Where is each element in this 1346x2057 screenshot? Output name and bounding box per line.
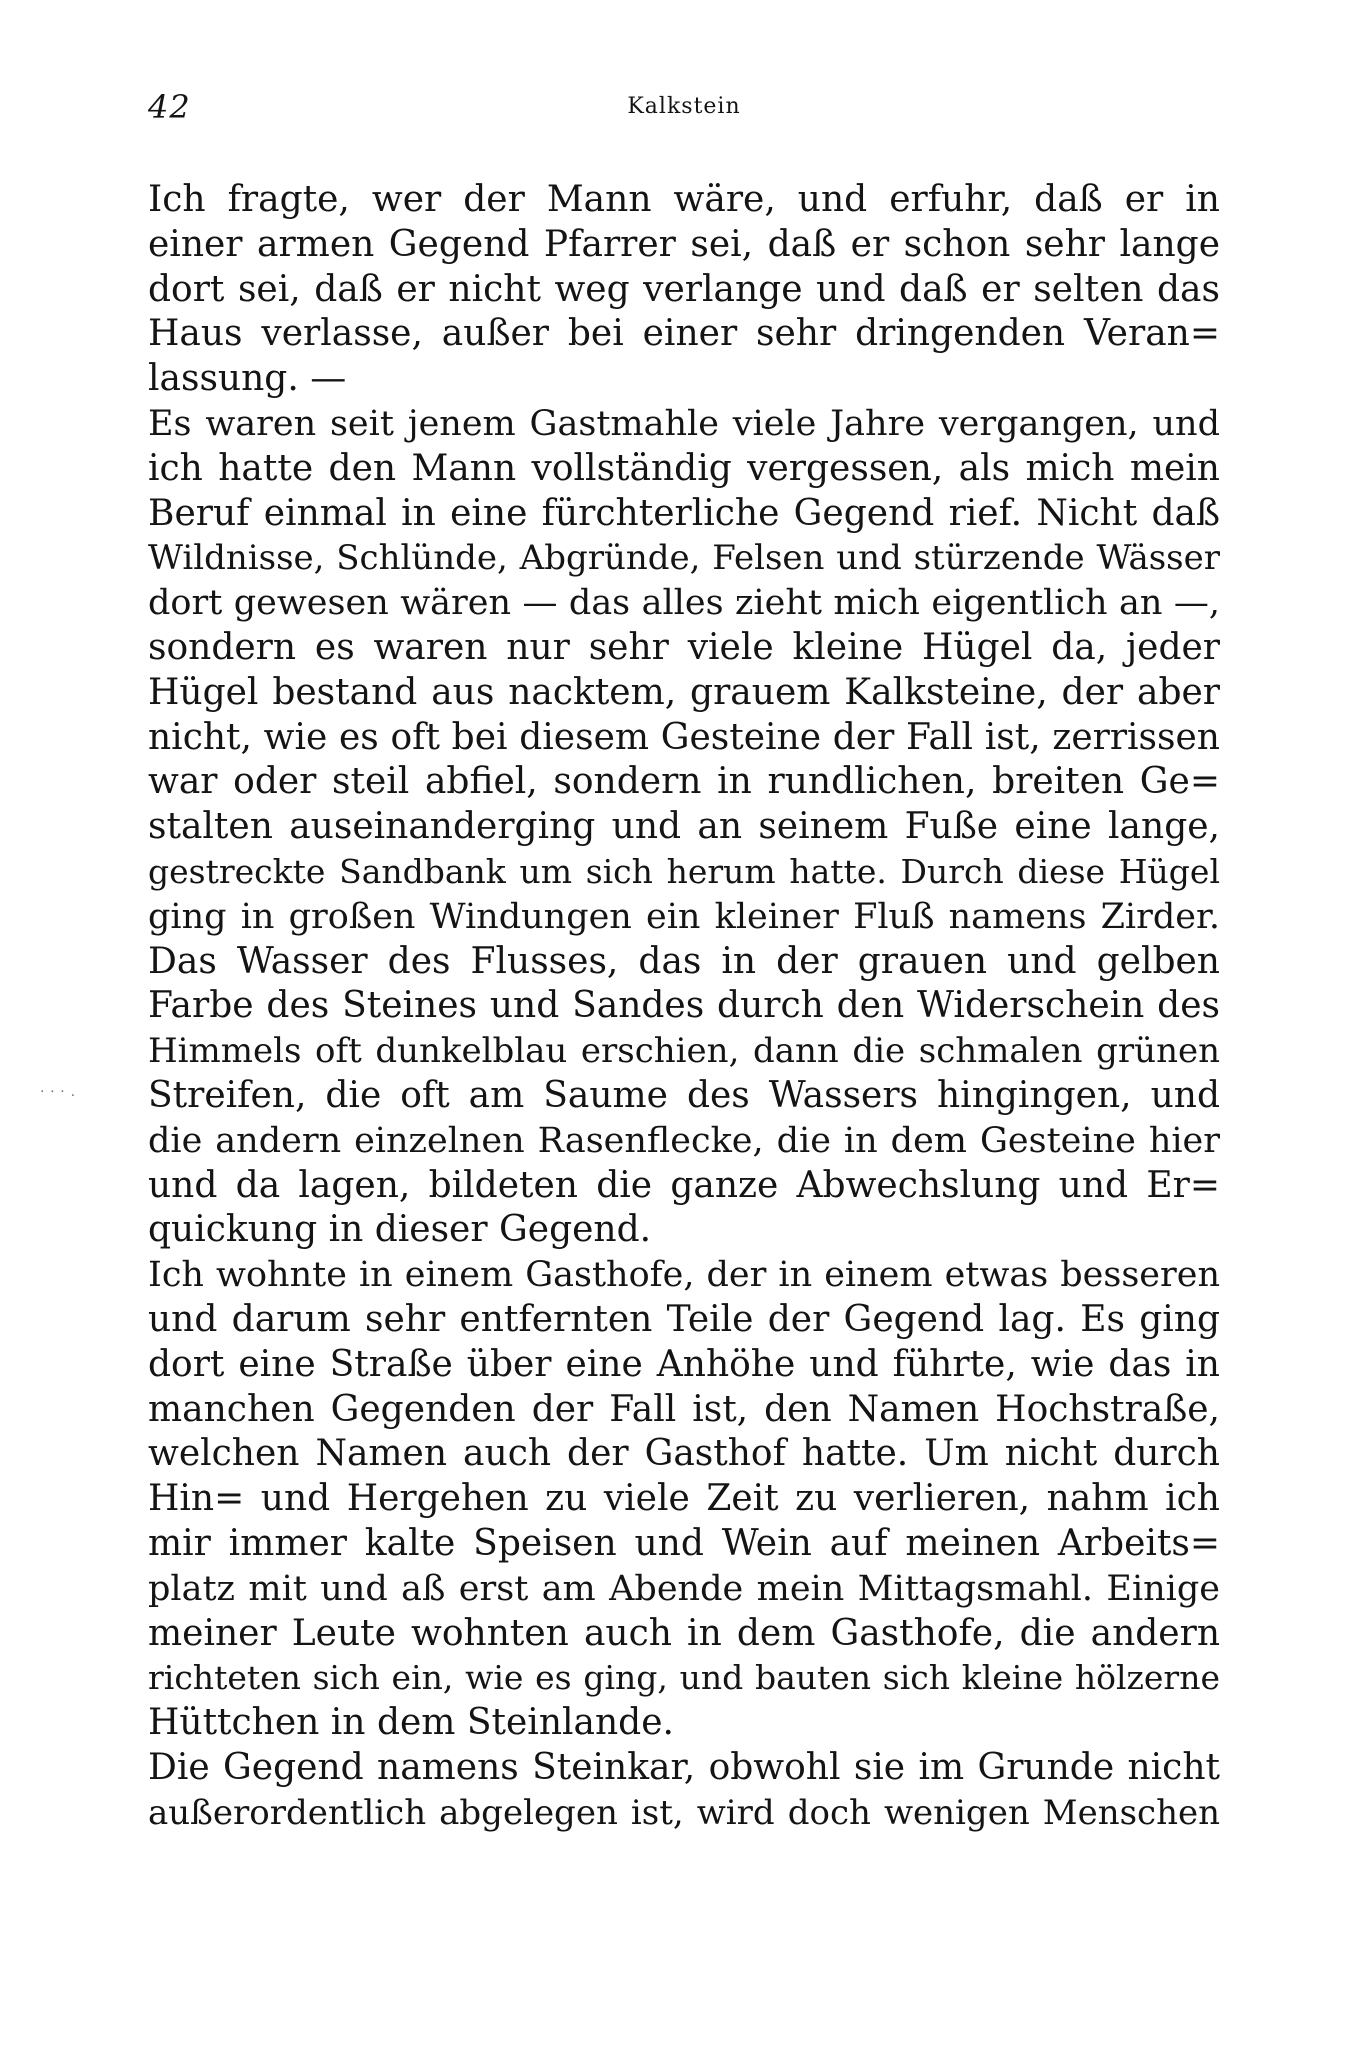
text-line: war oder steil abfiel, sondern in rundlichen, breiten Ge= <box>148 761 1220 803</box>
text-line: richteten sich ein, wie es ging, und bauten sich kleine hölzerne <box>148 1658 1220 1698</box>
text-line: und darum sehr entfernten Teile der Gegend lag. Es ging <box>148 1298 1220 1340</box>
text-line: Das Wasser des Flusses, das in der grauen und gelben <box>148 940 1220 982</box>
text-line: Streifen, die oft am Saume des Wassers hingingen, und <box>148 1074 1220 1116</box>
text-line: Hin= und Hergehen zu viele Zeit zu verlieren, nahm ich <box>148 1478 1220 1520</box>
text-line: meiner Leute wohnten auch in dem Gasthofe, die andern <box>148 1612 1220 1654</box>
text-line: welchen Namen auch der Gasthof hatte. Um nicht durch <box>148 1433 1220 1475</box>
text-line: Beruf einmal in eine fürchterliche Gegend rief. Nicht daß <box>148 492 1220 534</box>
text-line: Farbe des Steines und Sandes durch den Widerschein des <box>148 985 1220 1027</box>
text-line: Himmels oft dunkelblau erschien, dann die schmalen grünen <box>148 1031 1220 1072</box>
text-line: ging in großen Windungen ein kleiner Fluß namens Zirder. <box>148 896 1220 937</box>
text-line: einer armen Gegend Pfarrer sei, daß er schon sehr lange <box>148 223 1220 265</box>
text-line: außerordentlich abgelegen ist, wird doch wenigen Menschen <box>148 1792 1220 1833</box>
text-line: lassung. — <box>148 358 347 400</box>
text-line: Hüttchen in dem Steinlande. <box>148 1702 674 1744</box>
text-line: die andern einzelnen Rasenflecke, die in dem Gesteine hier <box>148 1120 1220 1161</box>
page-number: 42 <box>148 88 191 126</box>
text-line: manchen Gegenden der Fall ist, den Namen Hochstraße, <box>148 1388 1220 1430</box>
text-line: dort gewesen wären — das alles zieht mich eigentlich an —, <box>148 583 1220 624</box>
scan-speck: ·⸱·. <box>40 1084 82 1100</box>
text-line: Es waren seit jenem Gastmahle viele Jahre vergangen, und <box>148 403 1220 444</box>
text-line: dort eine Straße über eine Anhöhe und führte, wie das in <box>148 1343 1220 1385</box>
text-line: ich hatte den Mann vollständig vergessen, als mich mein <box>148 447 1220 489</box>
text-line: dort sei, daß er nicht weg verlange und daß er selten das <box>148 268 1220 310</box>
text-line: Haus verlasse, außer bei einer sehr dringenden Veran= <box>148 313 1220 355</box>
text-line: quickung in dieser Gegend. <box>148 1209 652 1251</box>
text-line: stalten auseinanderging und an seinem Fuße eine lange, <box>148 806 1220 848</box>
text-line: nicht, wie es oft bei diesem Gesteine der Fall ist, zerrissen <box>148 716 1220 758</box>
text-line: gestreckte Sandbank um sich herum hatte. Durch diese Hügel <box>148 851 1220 891</box>
text-body <box>148 178 1220 1835</box>
text-line: Ich fragte, wer der Mann wäre, und erfuhr, daß er in <box>148 179 1220 220</box>
text-line: platz mit und aß erst am Abende mein Mittagsmahl. Einige <box>148 1568 1220 1609</box>
page-header <box>148 88 1220 138</box>
text-line: Wildnisse, Schlünde, Abgründe, Felsen und stürzende Wässer <box>148 538 1220 579</box>
text-line: mir immer kalte Speisen und Wein auf meinen Arbeits= <box>148 1522 1220 1564</box>
paragraph <box>148 1746 1220 1836</box>
text-line: sondern es waren nur sehr viele kleine Hügel da, jeder <box>148 626 1220 668</box>
paragraph <box>148 402 1220 1253</box>
running-head: Kalkstein <box>627 94 741 119</box>
paragraph <box>148 1253 1220 1746</box>
text-line: und da lagen, bildeten die ganze Abwechslung und Er= <box>148 1164 1220 1206</box>
text-line: Ich wohnte in einem Gasthofe, der in einem etwas besseren <box>148 1255 1220 1296</box>
text-line: Hügel bestand aus nacktem, grauem Kalksteine, der aber <box>148 671 1220 713</box>
text-line: Die Gegend namens Steinkar, obwohl sie im Grunde nicht <box>148 1746 1220 1788</box>
paragraph <box>148 178 1220 402</box>
